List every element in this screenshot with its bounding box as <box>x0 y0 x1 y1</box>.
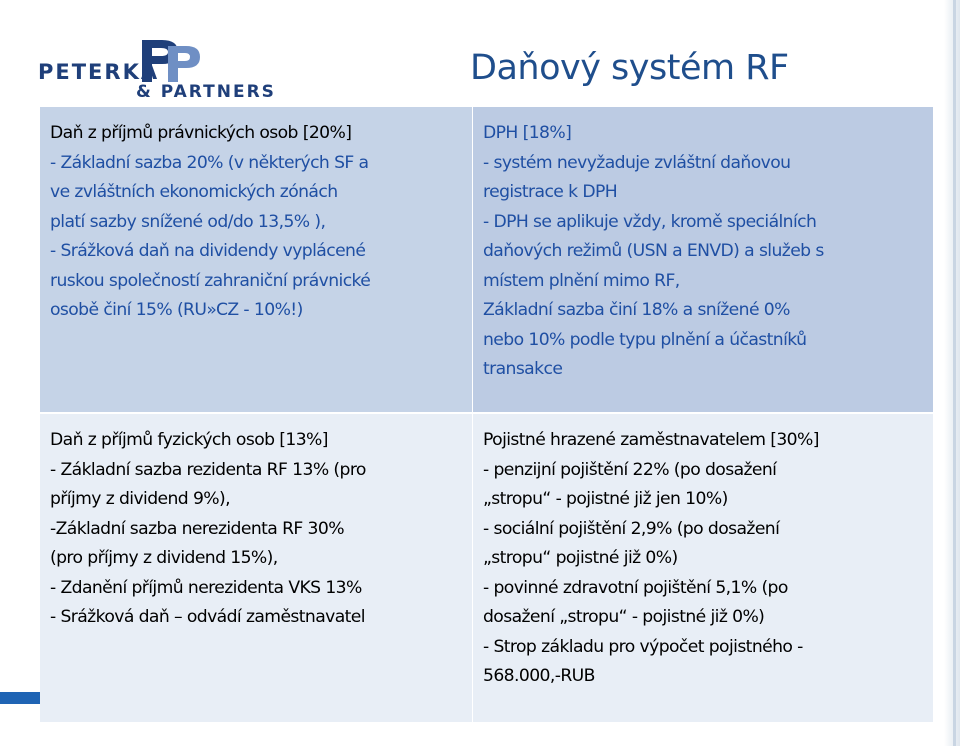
box-line: Základní sazba činí 18% a snížené 0% <box>483 300 790 320</box>
box-line: dosažení „stropu“ - pojistné již 0%) <box>483 607 765 627</box>
left-accent-bar <box>0 692 40 704</box>
logo-sub-text: & PARTNERS <box>136 82 276 102</box>
box-line: - povinné zdravotní pojištění 5,1% (po <box>483 577 788 598</box>
box-line: - systém nevyžaduje zvláštní daňovou <box>483 152 791 173</box>
box-line: příjmy z dividend 9%), <box>50 489 231 509</box>
box-line: - Srážková daň – odvádí zaměstnavatel <box>50 607 365 627</box>
box-line: daňových režimů (USN a ENVD) a služeb s <box>483 241 824 261</box>
box-line: - Základní sazba 20% (v některých SF a <box>50 152 369 173</box>
box-line: „stropu“ - pojistné již jen 10%) <box>483 489 728 509</box>
box-line: ve zvláštních ekonomických zónách <box>50 182 338 202</box>
box-line: osobě činí 15% (RU»CZ - 10%!) <box>50 300 303 320</box>
slide-title: Daňový systém RF <box>470 48 789 88</box>
logo-main-text: PETERKA <box>38 60 160 84</box>
box-heading: Daň z příjmů právnických osob [20%] <box>50 123 352 143</box>
box-line: (pro příjmy z dividend 15%), <box>50 548 278 568</box>
box-line: - penzijní pojištění 22% (po dosažení <box>483 459 777 480</box>
box-line: - sociální pojištění 2,9% (po dosažení <box>483 518 780 539</box>
box-line: -Základní sazba nerezidenta RF 30% <box>50 518 344 539</box>
box-line: místem plnění mimo RF, <box>483 270 680 291</box>
box-line: ruskou společností zahraniční právnické <box>50 270 371 291</box>
employer-insurance-box <box>473 414 933 722</box>
box-line: platí sazby snížené od/do 13,5% ), <box>50 211 326 232</box>
box-line: nebo 10% podle typu plnění a účastníků <box>483 329 807 350</box>
box-heading: DPH [18%] <box>483 123 572 143</box>
box-line: „stropu“ pojistné již 0%) <box>483 548 678 568</box>
box-line: 568.000,-RUB <box>483 666 595 686</box>
box-line: - Srážková daň na dividendy vyplácené <box>50 241 366 261</box>
box-line: - Strop základu pro výpočet pojistného - <box>483 636 803 657</box>
box-line: - DPH se aplikuje vždy, kromě speciálních <box>483 211 817 232</box>
legal-entity-tax-box <box>40 107 472 412</box>
box-line: - Základní sazba rezidenta RF 13% (pro <box>50 459 366 480</box>
vat-box <box>473 107 933 412</box>
box-line: - Zdanění příjmů nerezidenta VKS 13% <box>50 577 362 598</box>
box-line: transakce <box>483 359 563 379</box>
box-heading: Pojistné hrazené zaměstnavatelem [30%] <box>483 430 819 450</box>
box-line: registrace k DPH <box>483 182 618 202</box>
company-logo <box>38 38 278 102</box>
right-edge-decoration <box>944 0 960 746</box>
right-edge-stripe <box>953 0 956 746</box>
box-heading: Daň z příjmů fyzických osob [13%] <box>50 430 328 450</box>
personal-income-tax-box <box>40 414 472 722</box>
